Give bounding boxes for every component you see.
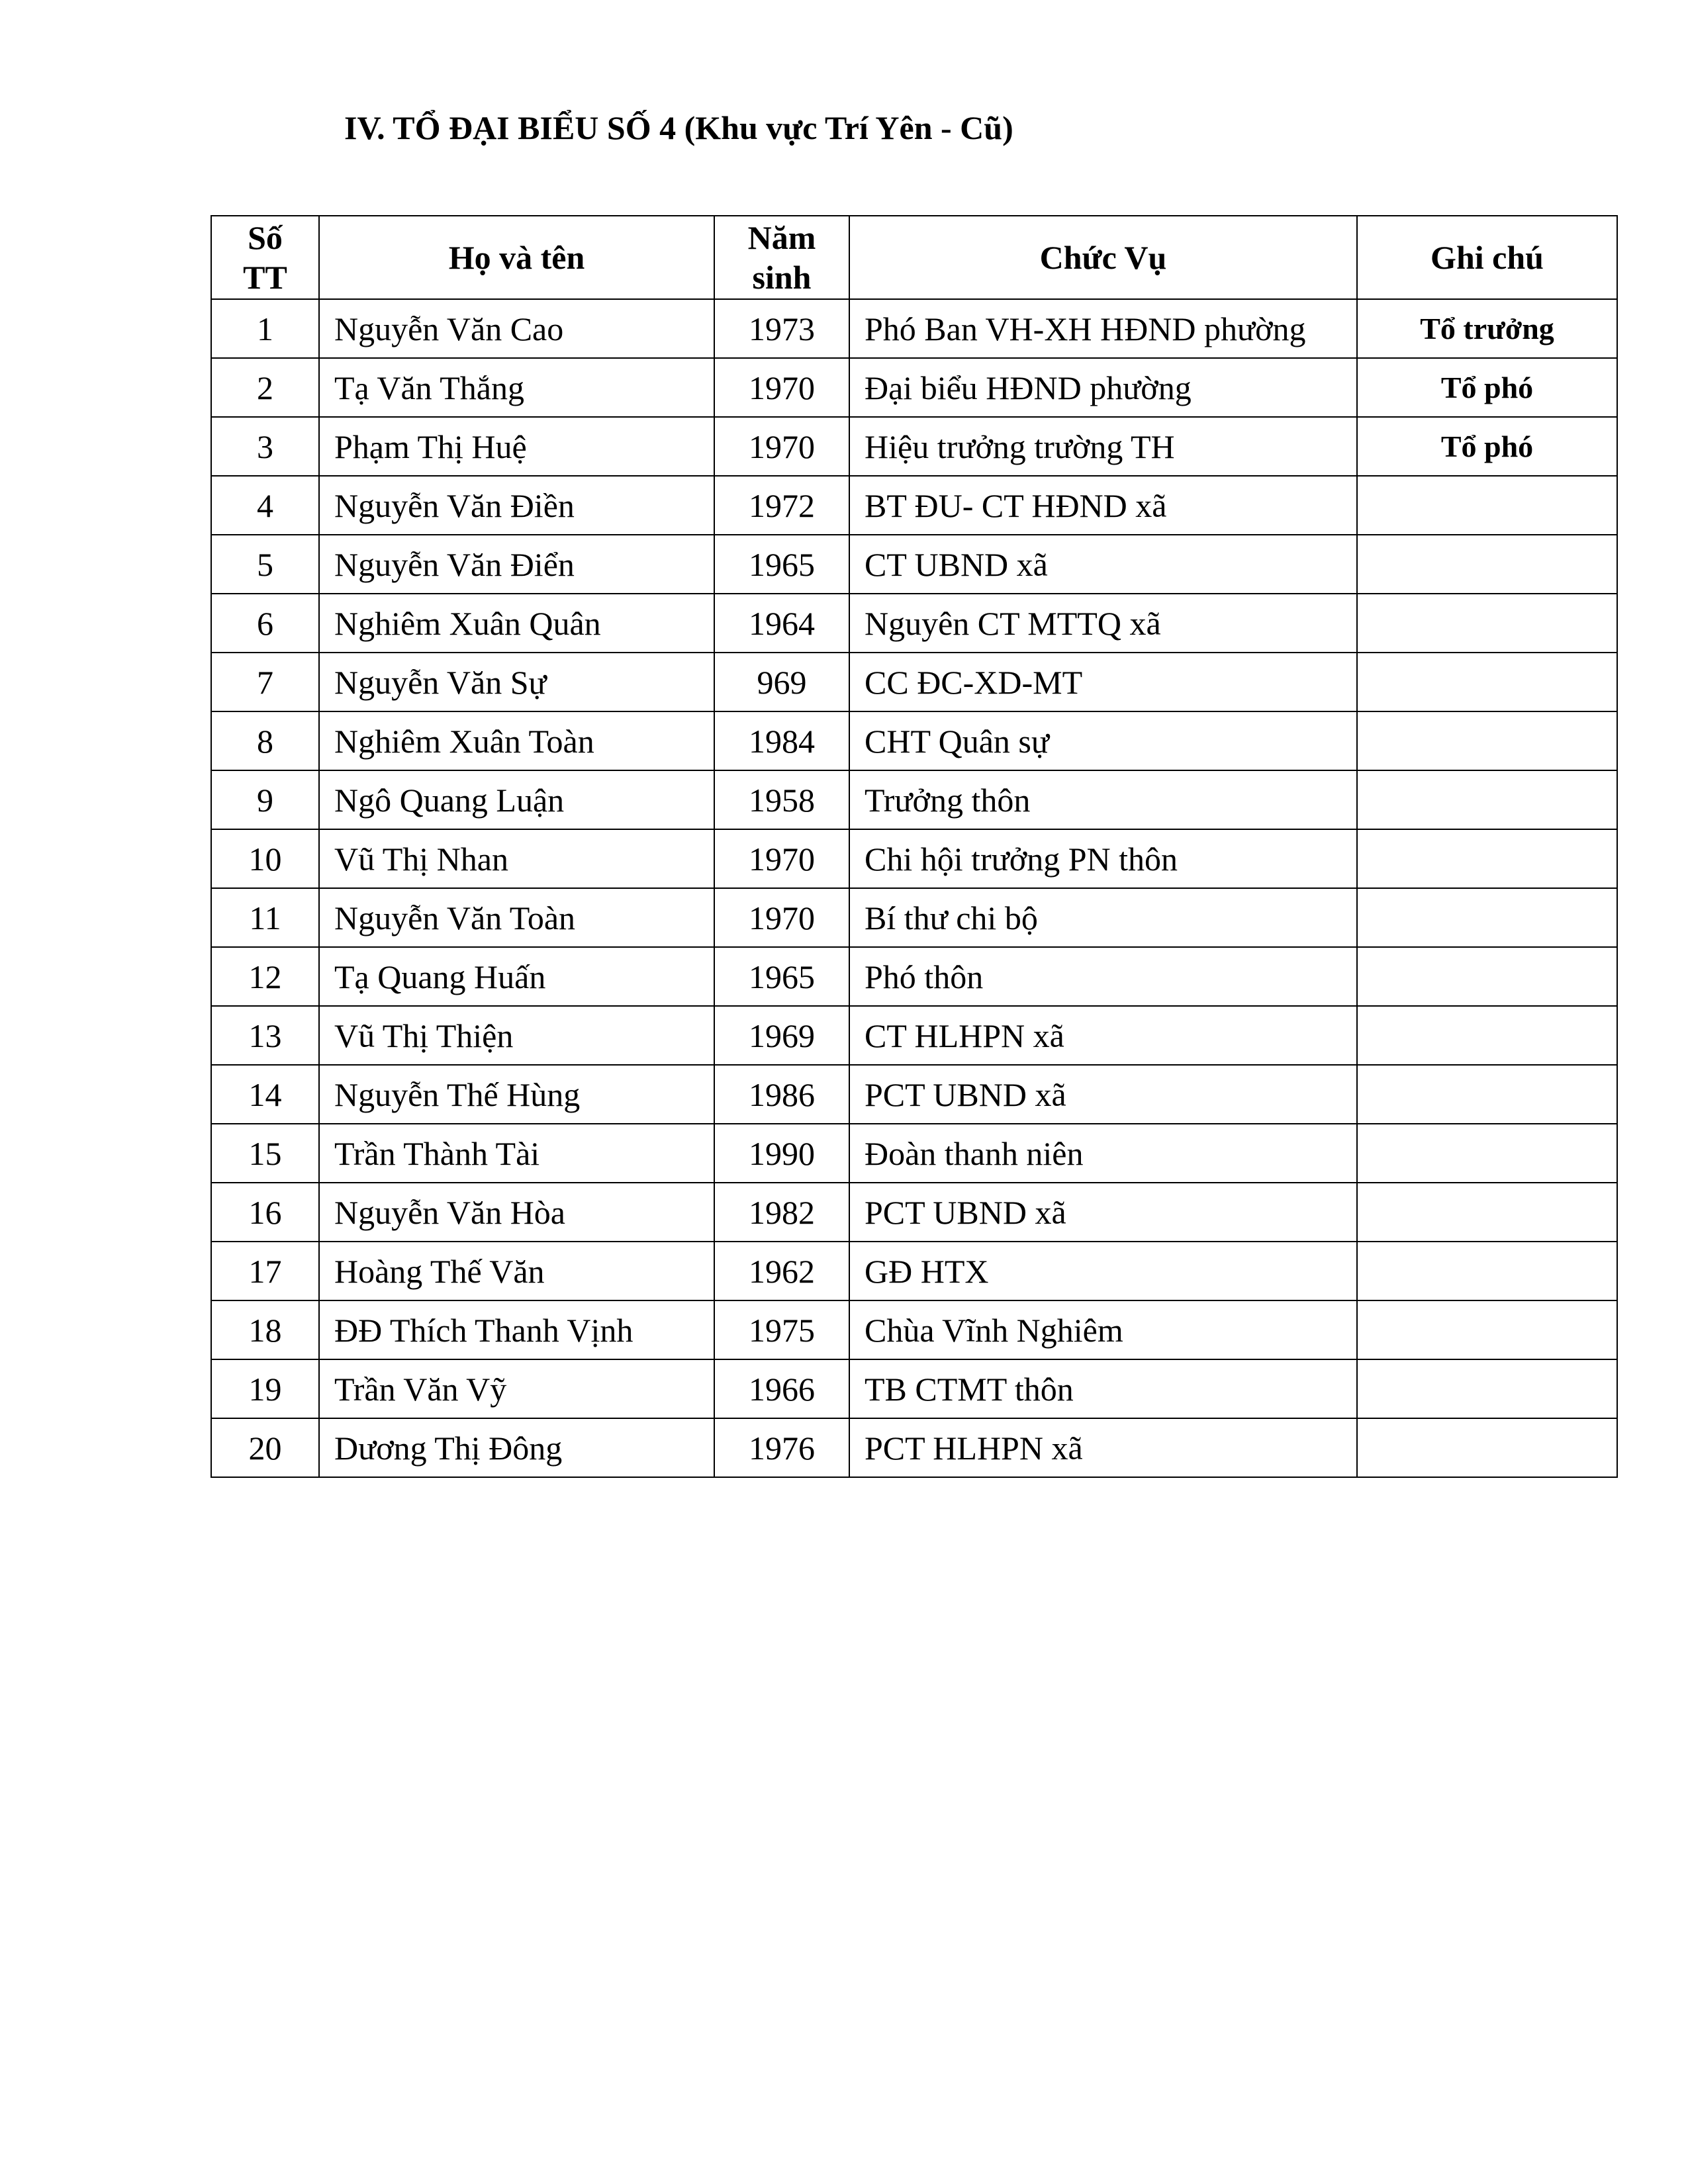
delegates-table <box>211 215 1618 1478</box>
cell-year: 1958 <box>714 770 849 829</box>
header-year-line1: Năm <box>747 219 816 256</box>
cell-position: Nguyên CT MTTQ xã <box>849 594 1357 653</box>
table-row <box>211 417 1617 476</box>
header-name: Họ và tên <box>319 216 714 299</box>
cell-note <box>1357 1124 1617 1183</box>
cell-position: Phó Ban VH-XH HĐND phường <box>849 299 1357 358</box>
table-row <box>211 1183 1617 1242</box>
cell-position: Phó thôn <box>849 947 1357 1006</box>
cell-name: Nguyễn Văn Hòa <box>319 1183 714 1242</box>
cell-stt: 11 <box>211 888 319 947</box>
cell-name: Nguyễn Văn Điển <box>319 535 714 594</box>
cell-note: Tổ phó <box>1357 417 1617 476</box>
cell-name: Dương Thị Đông <box>319 1418 714 1477</box>
cell-year: 1973 <box>714 299 849 358</box>
cell-note <box>1357 1006 1617 1065</box>
cell-year: 969 <box>714 653 849 711</box>
table-row <box>211 535 1617 594</box>
cell-name: Vũ Thị Nhan <box>319 829 714 888</box>
cell-note <box>1357 1359 1617 1418</box>
cell-year: 1976 <box>714 1418 849 1477</box>
cell-year: 1990 <box>714 1124 849 1183</box>
table-row <box>211 888 1617 947</box>
cell-year: 1970 <box>714 417 849 476</box>
cell-name: Nguyễn Thế Hùng <box>319 1065 714 1124</box>
cell-note <box>1357 1183 1617 1242</box>
cell-stt: 9 <box>211 770 319 829</box>
cell-name: Vũ Thị Thiện <box>319 1006 714 1065</box>
header-position: Chức Vụ <box>849 216 1357 299</box>
cell-stt: 3 <box>211 417 319 476</box>
table-row <box>211 1242 1617 1300</box>
cell-position: Bí thư chi bộ <box>849 888 1357 947</box>
table-row <box>211 299 1617 358</box>
cell-position: PCT HLHPN xã <box>849 1418 1357 1477</box>
table-row <box>211 711 1617 770</box>
cell-name: Nghiêm Xuân Toàn <box>319 711 714 770</box>
cell-stt: 10 <box>211 829 319 888</box>
table-body <box>211 299 1617 1477</box>
cell-year: 1962 <box>714 1242 849 1300</box>
table-row <box>211 1065 1617 1124</box>
cell-position: CHT Quân sự <box>849 711 1357 770</box>
cell-stt: 1 <box>211 299 319 358</box>
cell-stt: 4 <box>211 476 319 535</box>
table-row <box>211 1418 1617 1477</box>
cell-stt: 17 <box>211 1242 319 1300</box>
cell-stt: 16 <box>211 1183 319 1242</box>
header-stt-line2: TT <box>243 259 287 296</box>
table-row <box>211 653 1617 711</box>
cell-position: Đại biểu HĐND phường <box>849 358 1357 417</box>
table-row <box>211 594 1617 653</box>
cell-note: Tổ trưởng <box>1357 299 1617 358</box>
cell-name: Trần Thành Tài <box>319 1124 714 1183</box>
cell-year: 1975 <box>714 1300 849 1359</box>
cell-position: PCT UBND xã <box>849 1183 1357 1242</box>
table-row <box>211 947 1617 1006</box>
cell-position: BT ĐU- CT HĐND xã <box>849 476 1357 535</box>
cell-note: Tổ phó <box>1357 358 1617 417</box>
cell-name: Nguyễn Văn Cao <box>319 299 714 358</box>
cell-stt: 19 <box>211 1359 319 1418</box>
cell-position: PCT UBND xã <box>849 1065 1357 1124</box>
table-row <box>211 358 1617 417</box>
cell-note <box>1357 770 1617 829</box>
cell-note <box>1357 1418 1617 1477</box>
cell-name: Hoàng Thế Văn <box>319 1242 714 1300</box>
cell-stt: 8 <box>211 711 319 770</box>
cell-stt: 18 <box>211 1300 319 1359</box>
cell-name: Nghiêm Xuân Quân <box>319 594 714 653</box>
cell-position: Chùa Vĩnh Nghiêm <box>849 1300 1357 1359</box>
cell-stt: 20 <box>211 1418 319 1477</box>
header-year <box>714 216 849 299</box>
table-row <box>211 476 1617 535</box>
cell-name: Nguyễn Văn Sự <box>319 653 714 711</box>
cell-stt: 6 <box>211 594 319 653</box>
cell-stt: 13 <box>211 1006 319 1065</box>
table-row <box>211 829 1617 888</box>
cell-year: 1970 <box>714 829 849 888</box>
cell-stt: 2 <box>211 358 319 417</box>
cell-name: Nguyễn Văn Điền <box>319 476 714 535</box>
cell-stt: 5 <box>211 535 319 594</box>
cell-name: Tạ Văn Thắng <box>319 358 714 417</box>
cell-year: 1969 <box>714 1006 849 1065</box>
cell-position: Đoàn thanh niên <box>849 1124 1357 1183</box>
cell-year: 1970 <box>714 358 849 417</box>
cell-year: 1972 <box>714 476 849 535</box>
cell-year: 1966 <box>714 1359 849 1418</box>
cell-stt: 12 <box>211 947 319 1006</box>
cell-year: 1970 <box>714 888 849 947</box>
header-note: Ghi chú <box>1357 216 1617 299</box>
cell-name: Ngô Quang Luận <box>319 770 714 829</box>
cell-year: 1965 <box>714 535 849 594</box>
cell-name: ĐĐ Thích Thanh Vịnh <box>319 1300 714 1359</box>
cell-position: CT HLHPN xã <box>849 1006 1357 1065</box>
header-stt <box>211 216 319 299</box>
document-title: IV. TỔ ĐẠI BIỂU SỐ 4 (Khu vực Trí Yên - Cũ) <box>344 109 1013 146</box>
cell-year: 1986 <box>714 1065 849 1124</box>
cell-position: Trưởng thôn <box>849 770 1357 829</box>
cell-year: 1984 <box>714 711 849 770</box>
cell-stt: 7 <box>211 653 319 711</box>
header-stt-line1: Số <box>248 219 283 256</box>
cell-position: Chi hội trưởng PN thôn <box>849 829 1357 888</box>
table-row <box>211 1300 1617 1359</box>
cell-name: Nguyễn Văn Toàn <box>319 888 714 947</box>
table-row <box>211 1359 1617 1418</box>
cell-note <box>1357 829 1617 888</box>
cell-year: 1982 <box>714 1183 849 1242</box>
table-row <box>211 1124 1617 1183</box>
table-row <box>211 770 1617 829</box>
cell-note <box>1357 476 1617 535</box>
cell-note <box>1357 1065 1617 1124</box>
cell-note <box>1357 947 1617 1006</box>
table-row <box>211 1006 1617 1065</box>
cell-name: Phạm Thị Huệ <box>319 417 714 476</box>
cell-position: CT UBND xã <box>849 535 1357 594</box>
cell-note <box>1357 711 1617 770</box>
cell-note <box>1357 888 1617 947</box>
cell-note <box>1357 535 1617 594</box>
cell-note <box>1357 1242 1617 1300</box>
cell-position: Hiệu trưởng trường TH <box>849 417 1357 476</box>
cell-note <box>1357 1300 1617 1359</box>
cell-stt: 15 <box>211 1124 319 1183</box>
header-year-line2: sinh <box>752 259 812 296</box>
table-header-row <box>211 216 1617 299</box>
cell-name: Trần Văn Vỹ <box>319 1359 714 1418</box>
cell-name: Tạ Quang Huấn <box>319 947 714 1006</box>
cell-position: TB CTMT thôn <box>849 1359 1357 1418</box>
cell-note <box>1357 594 1617 653</box>
cell-position: GĐ HTX <box>849 1242 1357 1300</box>
cell-position: CC ĐC-XD-MT <box>849 653 1357 711</box>
cell-year: 1964 <box>714 594 849 653</box>
cell-note <box>1357 653 1617 711</box>
cell-year: 1965 <box>714 947 849 1006</box>
cell-stt: 14 <box>211 1065 319 1124</box>
